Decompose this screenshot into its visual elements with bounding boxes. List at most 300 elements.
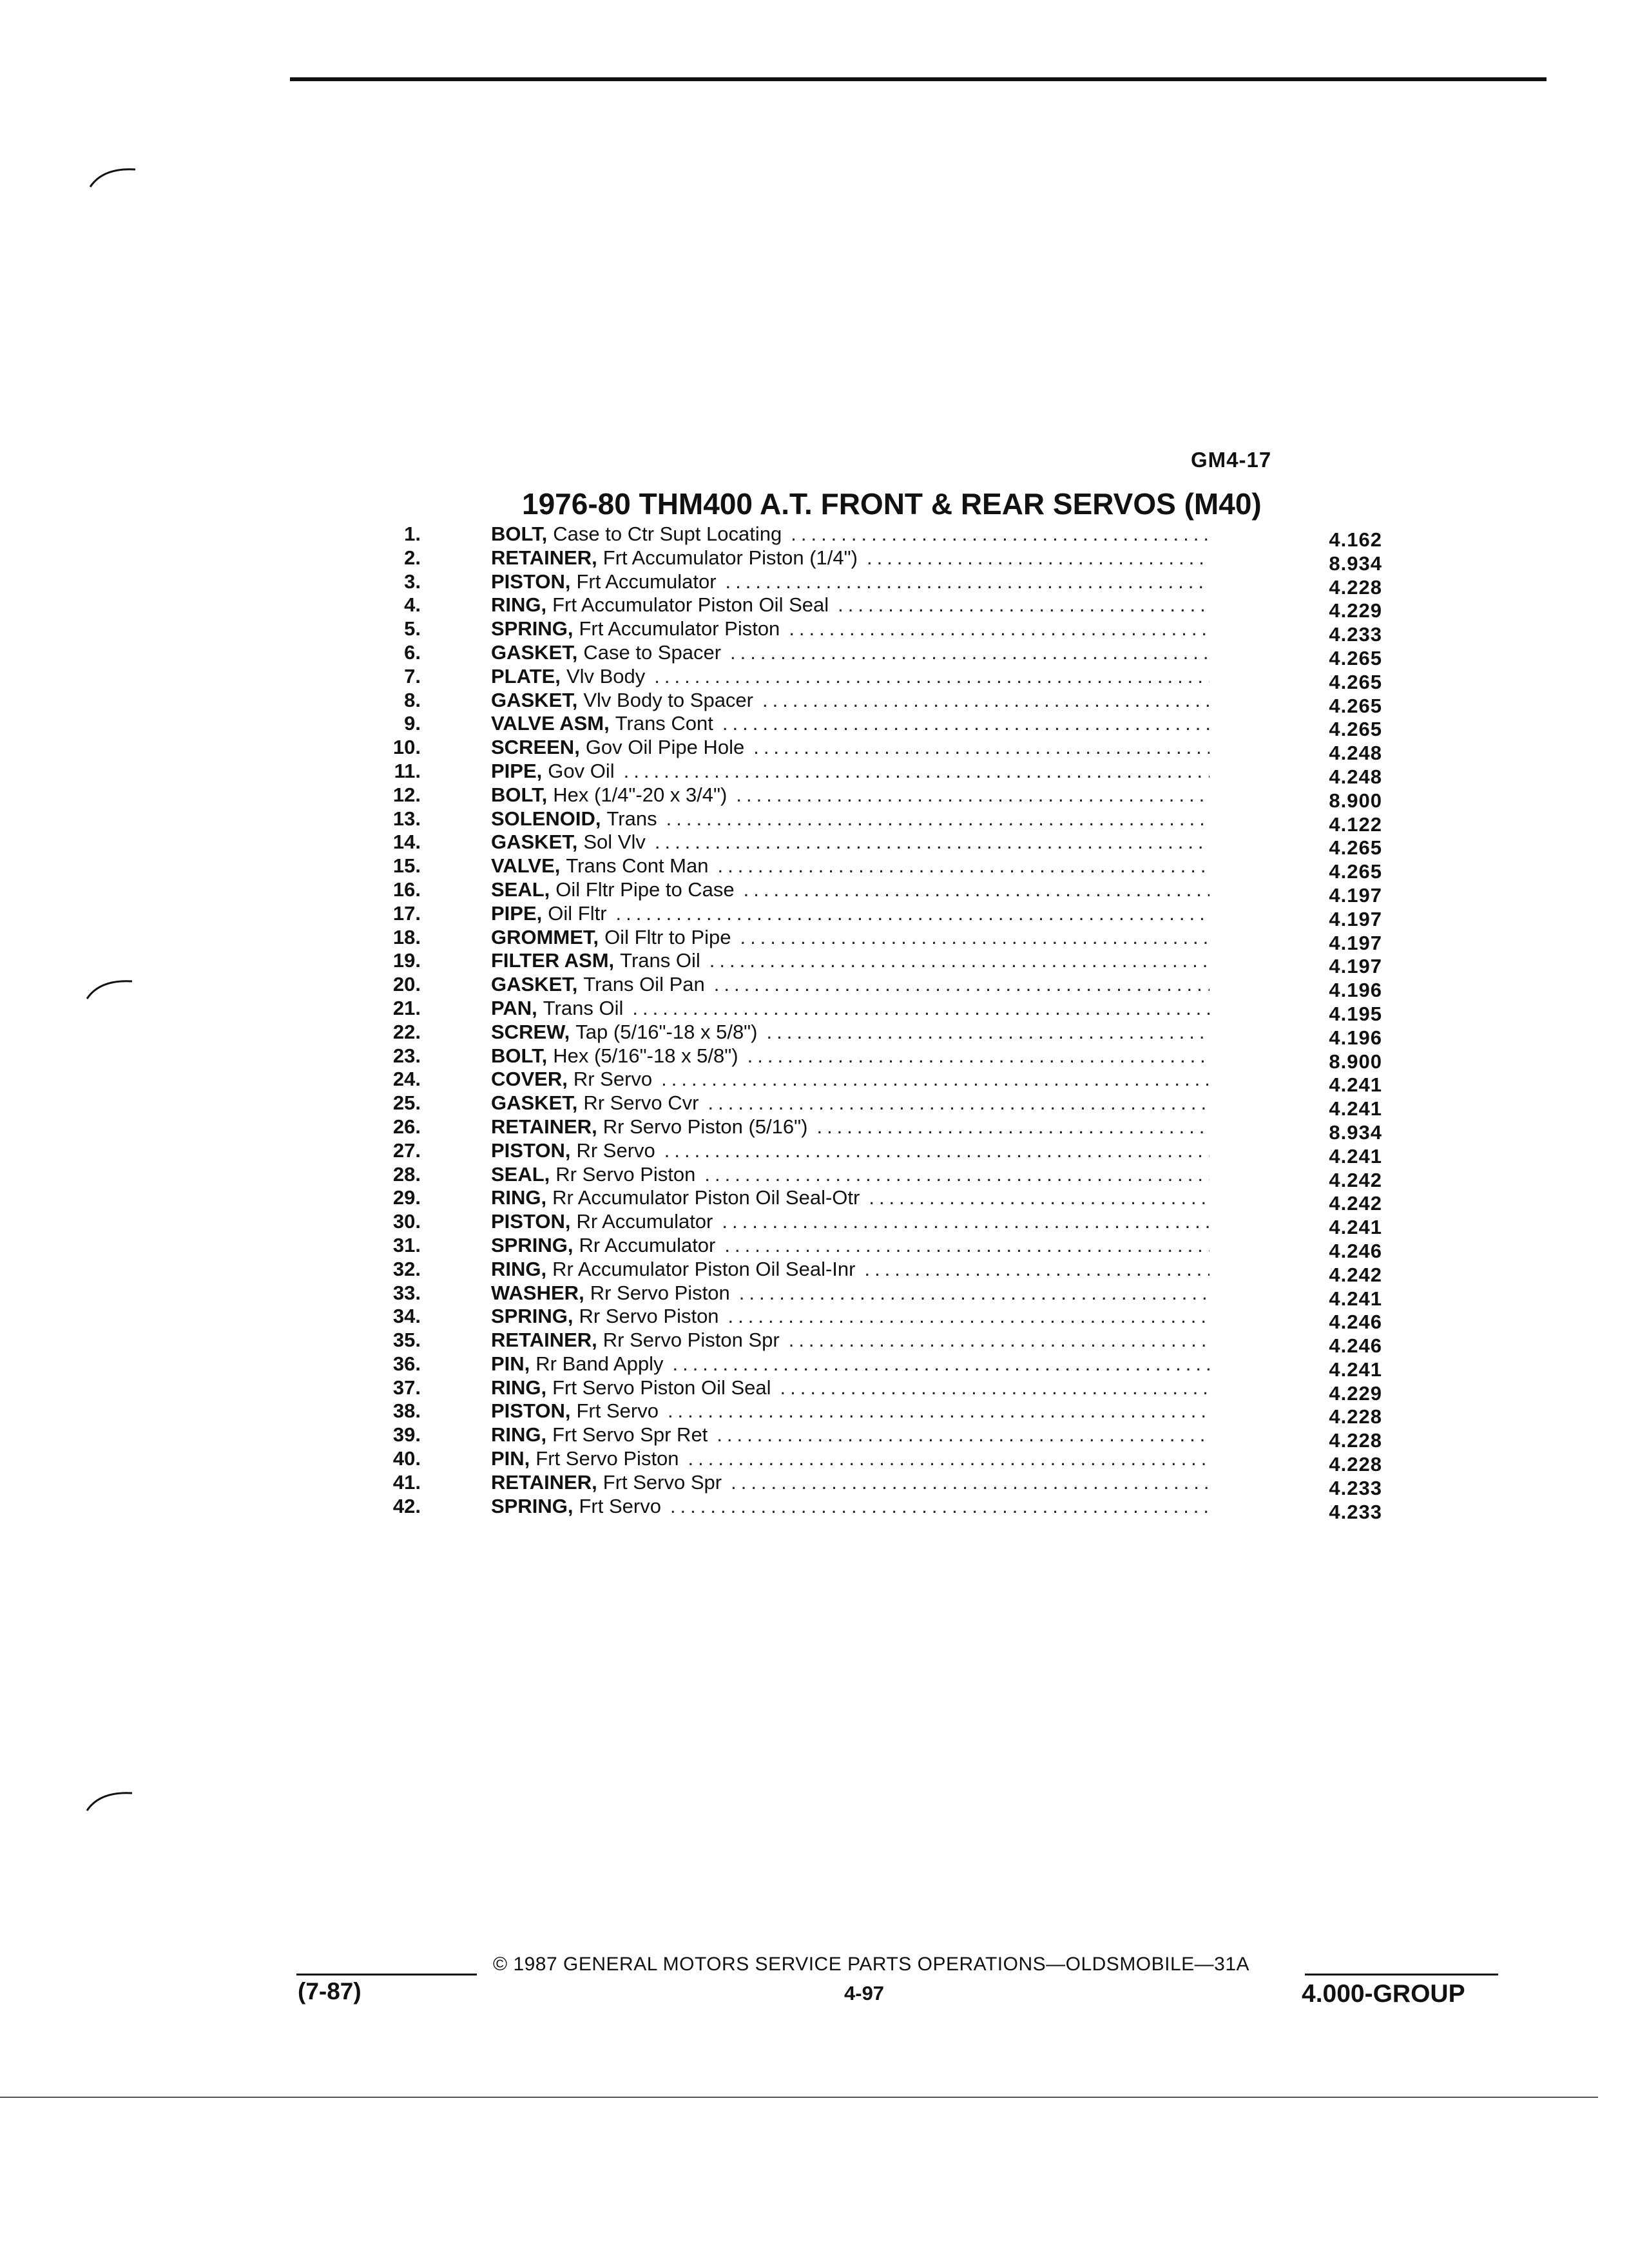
part-detail: Sol Vlv [583,831,646,854]
part-detail: Trans Cont Man [566,855,709,878]
part-row [371,949,1402,978]
part-description [491,1164,1210,1186]
part-name: WASHER, [491,1282,584,1304]
part-number: 25. [392,1091,421,1115]
dot-leader [672,1353,1210,1375]
part-description [491,831,1210,853]
part-name: SPRING, [491,618,574,640]
part-number: 36. [392,1352,421,1375]
part-detail: Oil Fltr Pipe to Case [555,878,735,901]
part-description [491,1448,1210,1470]
part-group-number: 4.196 [1329,1026,1382,1049]
part-detail: Rr Accumulator [576,1211,713,1233]
footer-right-rule [1305,1974,1498,1975]
part-row [371,593,1402,622]
part-name: VALVE, [491,855,561,878]
part-description [491,689,1210,711]
part-row [371,523,1402,551]
part-detail: Gov Oil [548,760,615,782]
part-description [491,571,1210,593]
part-description [491,1472,1210,1494]
part-group-number: 4.228 [1329,1429,1382,1452]
part-number: 29. [392,1186,421,1209]
part-name: RING, [491,1424,547,1446]
part-description [491,1495,1210,1517]
part-row [371,807,1402,836]
dot-leader [728,1305,1210,1327]
part-detail: Vlv Body [566,665,646,687]
dot-leader [624,760,1210,782]
part-group-number: 4.197 [1329,955,1382,978]
part-row [371,783,1402,812]
part-name: GASKET, [491,641,578,664]
part-row [371,854,1402,883]
part-name: GASKET, [491,689,578,711]
part-description [491,618,1210,640]
dot-leader [722,1211,1210,1233]
part-row [371,878,1402,907]
part-group-number: 4.265 [1329,718,1382,741]
part-group-number: 4.242 [1329,1192,1382,1215]
part-detail: Rr Servo [576,1139,655,1162]
dot-leader [816,1116,1210,1138]
part-detail: Tap (5/16"-18 x 5/8") [575,1021,758,1043]
part-number: 20. [392,973,421,996]
part-group-number: 4.195 [1329,1002,1382,1025]
part-name: SEAL, [491,1163,550,1186]
part-number: 16. [392,878,421,901]
part-row [371,688,1402,717]
part-number: 3. [404,570,421,593]
part-name: PIPE, [491,760,543,782]
part-row [371,1186,1402,1215]
part-group-number: 4.265 [1329,836,1382,860]
part-row [371,901,1402,930]
footer-left-rule [296,1974,477,1975]
part-row [371,1281,1402,1310]
part-group-number: 8.900 [1329,1050,1382,1073]
part-row [371,1447,1402,1476]
part-group-number: 4.246 [1329,1334,1382,1358]
parts-list [371,523,1402,1523]
part-group-number: 4.162 [1329,528,1382,551]
dot-leader [867,547,1210,569]
part-description [491,713,1210,735]
part-row [371,1376,1402,1405]
part-name: COVER, [491,1068,568,1091]
part-description [491,666,1210,687]
part-description [491,950,1210,972]
part-group-number: 4.233 [1329,623,1382,646]
part-name: SPRING, [491,1234,574,1256]
part-row [371,1494,1402,1523]
part-name: RING, [491,1187,547,1209]
part-detail: Case to Ctr Supt Locating [553,523,782,545]
dot-leader [664,1140,1210,1162]
part-number: 8. [404,688,421,711]
part-row [371,1423,1402,1452]
dot-leader [753,736,1210,758]
part-description [491,927,1210,948]
part-number: 12. [392,783,421,806]
dot-leader [740,927,1210,948]
part-description [491,1068,1210,1090]
part-detail: Rr Accumulator Piston Oil Seal-Inr [552,1258,856,1280]
part-number: 7. [404,664,421,687]
part-group-number: 4.197 [1329,883,1382,907]
part-description [491,903,1210,925]
part-number: 27. [392,1139,421,1162]
part-group-number: 4.241 [1329,1216,1382,1239]
part-description [491,1211,1210,1233]
part-detail: Case to Spacer [583,641,722,664]
dot-leader [722,713,1210,735]
part-number: 22. [392,1020,421,1043]
part-name: GASKET, [491,831,578,854]
part-detail: Rr Servo Piston (5/16") [602,1115,808,1138]
part-number: 15. [392,854,421,878]
part-name: RING, [491,594,547,617]
part-detail: Trans [606,807,657,830]
part-number: 2. [404,546,421,569]
part-number: 30. [392,1210,421,1233]
part-detail: Rr Accumulator [579,1234,716,1256]
part-number: 34. [392,1305,421,1328]
part-description [491,879,1210,901]
dot-leader [739,1282,1210,1304]
part-row [371,1233,1402,1262]
part-row [371,1257,1402,1286]
part-detail: Rr Servo [573,1068,653,1091]
part-group-number: 4.246 [1329,1311,1382,1334]
part-description [491,547,1210,569]
part-detail: Frt Servo Piston [535,1448,679,1470]
part-description [491,760,1210,782]
part-row [371,1210,1402,1239]
dot-leader [762,689,1210,711]
dot-leader [864,1258,1210,1280]
dot-leader [869,1187,1210,1209]
part-number: 28. [392,1162,421,1186]
part-number: 4. [404,593,421,617]
dot-leader [791,523,1210,545]
part-name: PISTON, [491,1139,571,1162]
dot-leader [616,903,1210,925]
part-row [371,712,1402,741]
part-group-number: 4.233 [1329,1476,1382,1499]
part-description [491,1092,1210,1114]
part-detail: Frt Servo [576,1400,659,1423]
part-group-number: 4.265 [1329,694,1382,717]
top-rule [290,77,1547,81]
dot-leader [726,571,1210,593]
part-group-number: 8.900 [1329,789,1382,812]
part-name: RETAINER, [491,1329,597,1352]
part-row [371,617,1402,646]
part-name: PIPE, [491,902,543,925]
dot-leader [717,1424,1210,1446]
part-detail: Frt Servo Piston Oil Seal [552,1376,771,1399]
part-group-number: 4.265 [1329,860,1382,883]
part-name: VALVE ASM, [491,713,610,735]
part-number: 23. [392,1044,421,1067]
page-title: 1976-80 THM400 A.T. FRONT & REAR SERVOS (M40) [522,487,1262,521]
part-detail: Trans Oil Pan [583,974,705,996]
part-description [491,784,1210,806]
binder-hole-mark-bottom [84,1788,142,1814]
part-detail: Frt Accumulator Piston [579,618,780,640]
dot-leader [744,879,1210,901]
part-number: 9. [404,712,421,735]
part-name: RETAINER, [491,1471,597,1494]
part-detail: Oil Fltr [548,902,607,925]
part-number: 24. [392,1068,421,1091]
dot-leader [714,974,1210,995]
part-description [491,642,1210,664]
part-name: RETAINER, [491,1115,597,1138]
part-name: SPRING, [491,1305,574,1328]
part-detail: Hex (5/16"-18 x 5/8") [553,1044,738,1067]
dot-leader [730,642,1210,664]
part-group-number: 4.229 [1329,599,1382,622]
part-number: 37. [392,1376,421,1399]
part-number: 31. [392,1233,421,1256]
dot-leader [670,1495,1210,1517]
dot-leader [767,1021,1210,1043]
part-number: 5. [404,617,421,640]
part-row [371,1470,1402,1499]
part-row [371,736,1402,765]
part-detail: Frt Servo Spr [602,1471,722,1494]
part-row [371,1329,1402,1358]
part-row [371,759,1402,788]
part-row [371,640,1402,669]
part-name: RETAINER, [491,546,597,569]
dot-leader [731,1472,1210,1494]
part-name: SCREEN, [491,736,580,759]
part-number: 6. [404,640,421,664]
part-detail: Frt Accumulator Piston Oil Seal [552,594,829,617]
part-description [491,1377,1210,1399]
dot-leader [632,997,1210,1019]
part-number: 19. [392,949,421,972]
part-number: 13. [392,807,421,830]
part-detail: Frt Servo Spr Ret [552,1424,708,1446]
page-code: GM4-17 [1191,448,1272,472]
part-group-number: 4.265 [1329,670,1382,693]
part-description [491,1424,1210,1446]
part-group-number: 4.197 [1329,907,1382,930]
part-detail: Rr Accumulator Piston Oil Seal-Otr [552,1187,860,1209]
part-group-number: 4.246 [1329,1239,1382,1262]
part-detail: Frt Servo [579,1495,661,1517]
part-group-number: 4.242 [1329,1263,1382,1286]
dot-leader [736,784,1210,806]
part-group-number: 4.228 [1329,575,1382,599]
dot-leader [688,1448,1210,1470]
part-number: 39. [392,1423,421,1446]
part-number: 26. [392,1115,421,1138]
part-detail: Vlv Body to Spacer [583,689,753,711]
part-description [491,974,1210,995]
part-detail: Rr Servo Piston Spr [602,1329,780,1352]
part-group-number: 4.228 [1329,1453,1382,1476]
part-row [371,1044,1402,1073]
footer-page-number: 4-97 [844,1982,885,2004]
dot-leader [789,1329,1210,1351]
part-description [491,1187,1210,1209]
part-description [491,594,1210,616]
part-detail: Trans Cont [615,713,713,735]
part-group-number: 4.241 [1329,1097,1382,1120]
part-group-number: 8.934 [1329,1120,1382,1144]
part-detail: Rr Servo Piston [590,1282,730,1304]
part-detail: Frt Accumulator [576,570,717,593]
dot-leader [655,831,1210,853]
part-description [491,1400,1210,1422]
part-number: 40. [392,1447,421,1470]
part-description [491,808,1210,830]
part-number: 41. [392,1470,421,1494]
part-number: 1. [404,523,421,545]
footer-date: (7-87) [298,1978,361,2004]
part-row [371,1305,1402,1334]
part-detail: Gov Oil Pipe Hole [585,736,745,759]
part-name: RING, [491,1376,547,1399]
footer-group: 4.000-GROUP [1302,1980,1465,2008]
part-description [491,1140,1210,1162]
part-group-number: 4.229 [1329,1381,1382,1405]
part-description [491,997,1210,1019]
part-row [371,1068,1402,1097]
dot-leader [747,1045,1210,1067]
part-number: 14. [392,831,421,854]
part-name: RING, [491,1258,547,1280]
dot-leader [704,1164,1210,1186]
part-row [371,1020,1402,1049]
part-group-number: 4.241 [1329,1287,1382,1310]
part-group-number: 4.248 [1329,765,1382,788]
part-name: GROMMET, [491,926,599,948]
part-name: PIN, [491,1448,530,1470]
part-row [371,973,1402,1002]
part-row [371,546,1402,575]
dot-leader [709,950,1210,972]
part-number: 10. [392,736,421,759]
part-row [371,1399,1402,1428]
part-row [371,1115,1402,1144]
part-group-number: 4.241 [1329,1073,1382,1097]
part-number: 21. [392,996,421,1019]
part-detail: Rr Servo Piston [555,1163,696,1186]
part-number: 42. [392,1494,421,1517]
part-name: PIN, [491,1352,530,1375]
part-row [371,1091,1402,1120]
part-name: SOLENOID, [491,807,601,830]
part-name: FILTER ASM, [491,950,615,972]
dot-leader [789,618,1210,640]
part-number: 18. [392,925,421,948]
part-row [371,570,1402,599]
part-name: PAN, [491,997,537,1019]
part-row [371,664,1402,693]
part-detail: Hex (1/4"-20 x 3/4") [553,783,728,806]
part-name: PISTON, [491,1211,571,1233]
part-number: 17. [392,901,421,925]
part-row [371,1352,1402,1381]
binder-hole-mark-middle [84,976,142,1002]
dot-leader [666,808,1210,830]
part-group-number: 4.233 [1329,1500,1382,1523]
part-group-number: 4.265 [1329,646,1382,669]
part-group-number: 4.122 [1329,812,1382,836]
part-group-number: 4.241 [1329,1144,1382,1168]
bottom-scan-line [0,2097,1598,2098]
part-name: PISTON, [491,1400,571,1423]
part-row [371,925,1402,954]
binder-hole-mark-top [87,164,145,190]
part-description [491,523,1210,545]
dot-leader [838,594,1210,616]
dot-leader [661,1068,1210,1090]
footer-copyright: © 1987 GENERAL MOTORS SERVICE PARTS OPERATIONS—OLDSMOBILE—31A [493,1954,1250,1975]
part-name: GASKET, [491,1092,578,1115]
part-description [491,855,1210,877]
part-number: 35. [392,1329,421,1352]
part-detail: Rr Servo Cvr [583,1092,699,1115]
part-detail: Frt Accumulator Piston (1/4") [602,546,858,569]
part-description [491,1329,1210,1351]
part-name: SPRING, [491,1495,574,1517]
part-number: 38. [392,1399,421,1423]
part-detail: Rr Band Apply [535,1352,664,1375]
part-detail: Trans Oil [620,950,700,972]
part-row [371,831,1402,860]
dot-leader [717,855,1210,877]
part-description [491,1305,1210,1327]
part-description [491,1353,1210,1375]
part-description [491,1235,1210,1256]
part-name: BOLT, [491,783,548,806]
part-row [371,996,1402,1025]
dot-leader [780,1377,1210,1399]
part-group-number: 4.248 [1329,742,1382,765]
part-row [371,1162,1402,1191]
part-number: 33. [392,1281,421,1304]
part-detail: Trans Oil [543,997,624,1019]
part-description [491,1282,1210,1304]
dot-leader [708,1092,1210,1114]
part-name: SCREW, [491,1021,570,1043]
part-name: PLATE, [491,665,561,687]
dot-leader [668,1400,1210,1422]
part-description [491,1116,1210,1138]
part-group-number: 4.241 [1329,1358,1382,1381]
part-group-number: 8.934 [1329,552,1382,575]
dot-leader [654,666,1210,687]
dot-leader [724,1235,1210,1256]
part-group-number: 4.196 [1329,979,1382,1002]
part-group-number: 4.242 [1329,1168,1382,1191]
part-description [491,1021,1210,1043]
part-detail: Rr Servo Piston [579,1305,719,1328]
part-group-number: 4.228 [1329,1405,1382,1428]
part-group-number: 4.197 [1329,931,1382,954]
part-description [491,1258,1210,1280]
part-name: BOLT, [491,1044,548,1067]
part-name: SEAL, [491,878,550,901]
part-description [491,736,1210,758]
